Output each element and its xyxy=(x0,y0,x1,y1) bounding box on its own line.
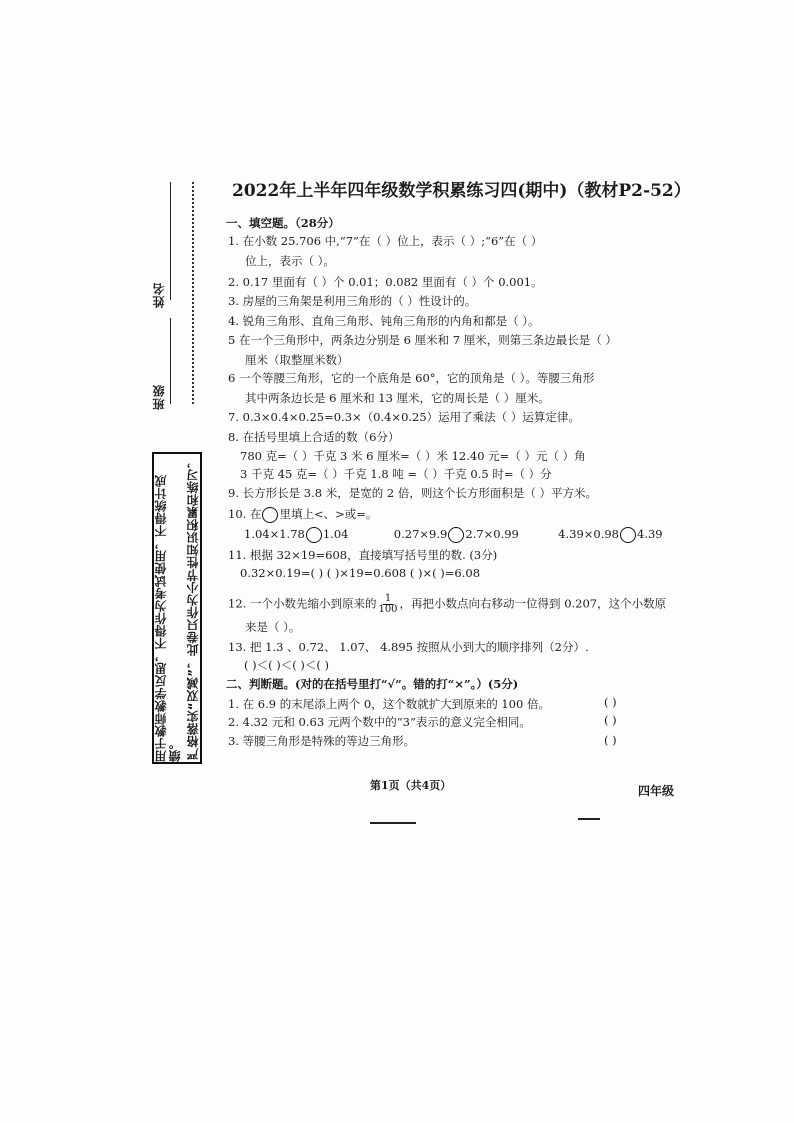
notice-line-2: 用于教师教学反思，不得作为考试使用，不得统计成绩。 xyxy=(154,474,182,762)
question-12-line-2: 来是（ ）。 xyxy=(245,620,301,634)
question-11-row: 0.32×0.19=( ) ( )×19=0.608 ( )×( )=6.08 xyxy=(240,566,481,580)
fraction-denominator: 100 xyxy=(378,604,398,615)
question-1-line-1: 1. 在小数 25.706 中,“7”在（ ）位上，表示（ ）;“6”在（ ） xyxy=(228,234,543,248)
question-5-line-1: 5 在一个三角形中，两条边分别是 6 厘米和 7 厘米，则第三条边最长是（ ） xyxy=(228,333,617,347)
section-judgement-heading: 二、判断题。(对的在括号里打“√”。错的打“×”。）(5分) xyxy=(226,677,519,691)
judgement-2: 2. 4.32 元和 0.63 元两个数中的“3”表示的意义完全相同。 xyxy=(228,715,531,729)
notice-line-1: 严格落实“双减”，此卷只作为小节性知识积累和练习， xyxy=(186,455,200,761)
judgement-3: 3. 等腰三角形是特殊的等边三角形。 xyxy=(228,734,416,748)
question-10 xyxy=(228,507,377,523)
compare-b-right: 2.7×0.99 xyxy=(465,527,519,541)
question-6-line-2: 其中两条边长是 6 厘米和 13 厘米，它的周长是（ ）厘米。 xyxy=(245,391,550,405)
judgement-3-answer: ( ) xyxy=(604,733,617,747)
question-9: 9. 长方形长是 3.8 米，是宽的 2 倍，则这个长方形面积是（ ）平方米。 xyxy=(228,486,598,500)
page-title: 2022年上半年四年级数学积累练习四(期中)（教材P2-52） xyxy=(232,181,691,201)
compare-a-left: 1.04×1.78 xyxy=(244,527,305,541)
question-12-suffix: ，再把小数点向右移动一位得到 0.207，这个小数原 xyxy=(399,596,667,611)
compare-b-circle xyxy=(448,527,464,543)
compare-c-left: 4.39×0.98 xyxy=(558,527,620,541)
double-reduction-notice xyxy=(152,452,202,764)
question-12-line-1 xyxy=(228,594,666,615)
blank-circle xyxy=(262,507,278,523)
question-5-line-2: 厘米（取整厘米数） xyxy=(245,353,349,367)
question-8-row-1: 780 克=（ ）千克 3 米 6 厘米=（ ）米 12.40 元=（ ）元（ ）角 xyxy=(240,449,586,463)
name-underline xyxy=(170,182,171,300)
question-4: 4. 锐角三角形、直角三角形、钝角三角形的内角和都是（ ）。 xyxy=(228,314,540,328)
name-label: 姓名 xyxy=(152,282,166,308)
question-13: 13. 把 1.3 、0.72、 1.07、 4.895 按照从小到大的顺序排列（2分）. xyxy=(228,640,589,654)
compare-c-circle xyxy=(620,527,636,543)
question-8: 8. 在括号里填上合适的数（6分） xyxy=(228,430,400,444)
question-10-row xyxy=(244,527,663,543)
compare-a-circle xyxy=(306,527,322,543)
question-10-prefix: 10. 在 xyxy=(228,507,262,521)
class-label: 班级 xyxy=(152,384,166,410)
question-13-row: ( )＜( )＜( )＜( ) xyxy=(244,658,330,672)
grade-label: 四年级 xyxy=(638,784,675,798)
question-11: 11. 根据 32×19=608，直接填写括号里的数. (3分) xyxy=(228,548,498,562)
judgement-1-answer: ( ) xyxy=(604,695,617,709)
scan-mark xyxy=(370,822,416,824)
section-fill-blank-heading: 一、填空题。（28分） xyxy=(226,216,340,230)
class-underline xyxy=(170,318,171,404)
page-number: 第1页（共4页） xyxy=(370,779,452,792)
question-10-suffix: 里填上<、>或=。 xyxy=(279,507,378,521)
compare-a-right: 1.04 xyxy=(322,527,349,541)
question-2: 2. 0.17 里面有（ ）个 0.01；0.082 里面有（ ）个 0.001。 xyxy=(228,275,543,289)
question-3: 3. 房屋的三角架是利用三角形的（ ）性设计的。 xyxy=(228,294,477,308)
question-8-row-2: 3 千克 45 克=（ ）千克 1.8 吨 =（ ）千克 0.5 时=（ ）分 xyxy=(240,467,552,481)
compare-c-right: 4.39 xyxy=(637,527,663,541)
compare-b-left: 0.27×9.9 xyxy=(393,527,448,541)
judgement-2-answer: ( ) xyxy=(604,713,617,727)
question-12-prefix: 12. 一个小数先缩小到原来的 xyxy=(228,596,377,611)
fraction xyxy=(378,594,397,615)
fraction-numerator: 1 xyxy=(384,593,392,604)
judgement-1: 1. 在 6.9 的末尾添上两个 0，这个数就扩大到原来的 100 倍。 xyxy=(228,697,550,711)
question-7: 7. 0.3×0.4×0.25=0.3×（0.4×0.25）运用了乘法（ ）运算定律。 xyxy=(228,410,580,424)
question-1-line-2: 位上，表示（ ）。 xyxy=(245,254,335,268)
question-6-line-1: 6 一个等腰三角形，它的一个底角是 60°，它的顶角是（ ）。等腰三角形 xyxy=(228,371,595,385)
binding-dotted-line xyxy=(192,182,194,404)
scan-mark xyxy=(578,818,600,820)
